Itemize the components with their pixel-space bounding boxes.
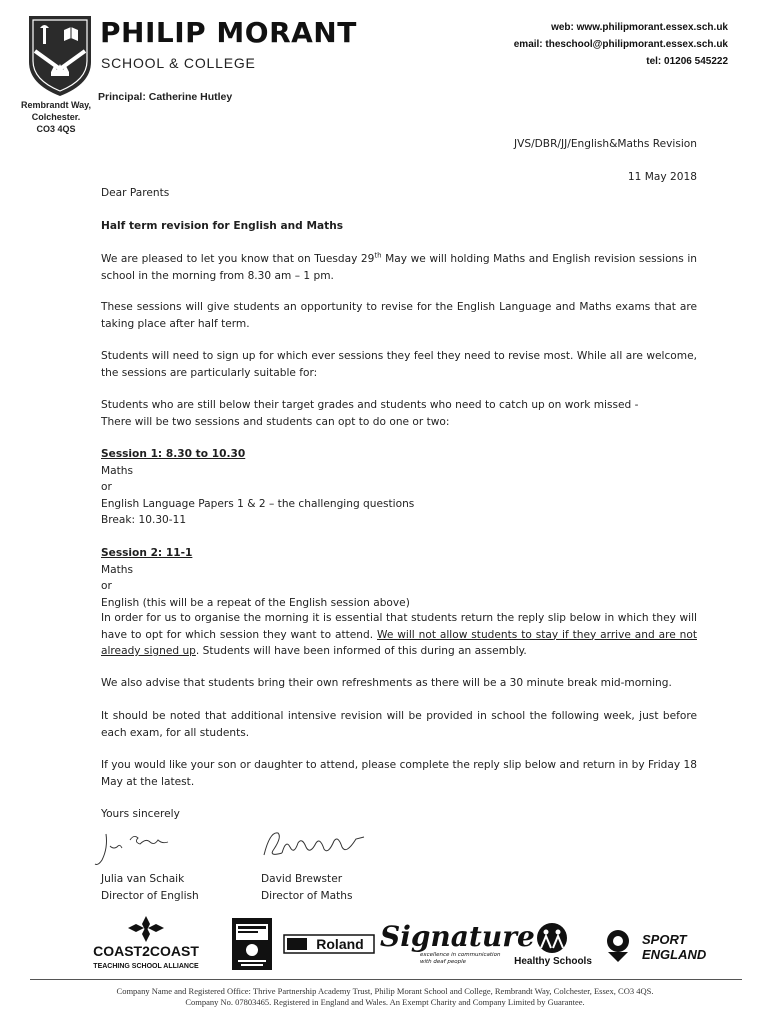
phone-number: tel: 01206 545222: [646, 56, 728, 67]
paragraph-suitable: [101, 397, 697, 430]
website-link[interactable]: web: www.philipmorant.essex.sch.uk: [551, 22, 728, 33]
signatory-maths: [261, 871, 353, 904]
school-crest-logo: [25, 14, 95, 98]
school-address: [18, 99, 94, 135]
session-1-block: [101, 446, 697, 529]
signatory-title: Director of English: [101, 889, 199, 902]
signatory-title: Director of Maths: [261, 889, 353, 902]
roland-text: Roland: [316, 936, 364, 952]
session-line: English (this will be a repeat of the English session above): [101, 596, 410, 609]
england-text: ENGLAND: [642, 947, 707, 962]
session-2-block: [101, 545, 697, 611]
signature-logo-subtext: with deaf people: [420, 959, 466, 965]
footer-line: Company No. 07803465. Registered in England and Wales. An Exempt Charity and Company Limited by Guarantee.: [185, 996, 585, 1007]
healthy-schools-text: Healthy Schools: [514, 956, 592, 967]
paragraph-purpose: These sessions will give students an opportunity to revise for the English Language and Maths exams that are taking place after half term.: [101, 301, 697, 330]
sport-text: SPORT: [642, 932, 687, 947]
signature-charity-logo: [378, 916, 535, 966]
paragraph-signup: Students will need to sign up for which ever sessions they feel they need to revise most. While all are welcome, the sessions are particularly suitable for:: [101, 350, 697, 379]
footer-divider: [30, 979, 742, 980]
session-line: English Language Papers 1 & 2 – the challenging questions: [101, 497, 415, 510]
session-line: Maths: [101, 563, 134, 576]
paragraph-intro: [101, 251, 697, 284]
session-line: Maths: [101, 464, 134, 477]
signatory-name: Julia van Schaik: [101, 873, 185, 885]
coast2coast-subtext: TEACHING SCHOOL ALLIANCE: [93, 963, 199, 970]
signatory-english: [101, 871, 199, 904]
paragraph-intensive: It should be noted that additional intensive revision will be provided in school the following week, just before each exam, for all students.: [101, 710, 697, 739]
paragraph-refreshments: We also advise that students bring their own refreshments as there will be a 30 minute break mid-morning.: [101, 677, 672, 689]
coast2coast-text: COAST2COAST: [93, 943, 199, 959]
signatory-name: David Brewster: [261, 873, 343, 885]
coast2coast-logo: [84, 914, 214, 970]
signature-david-brewster: [260, 825, 370, 870]
paragraph-line: There will be two sessions and students can opt to do one or two:: [101, 415, 450, 428]
letter-heading: Half term revision for English and Maths: [101, 220, 344, 232]
warning-text: We will not allow students to stay if they arrive and are not already signed up: [101, 628, 697, 657]
school-subtitle: SCHOOL & COLLEGE: [101, 55, 256, 71]
paragraph-text: We are pleased to let you know that on Tuesday 29: [101, 253, 375, 265]
school-name: PHILIP MORANT: [100, 16, 357, 49]
sport-england-logo: [602, 928, 714, 964]
signature-julia-van-schaik: [96, 828, 186, 873]
session-2-title: Session 2: 11-1: [101, 547, 193, 559]
paragraph-text: May we will holding Maths and English revision sessions in school in the morning from 8.30 am – 1 pm.: [101, 253, 697, 282]
salutation: Dear Parents: [101, 187, 170, 199]
signature-logo-text: Signature: [380, 920, 535, 953]
company-footer: [0, 986, 770, 1007]
paragraph-text: . Students will have been informed of this during an assembly.: [195, 645, 527, 657]
ordinal-suffix: th: [374, 251, 382, 260]
address-line: Rembrandt Way,: [20, 100, 91, 110]
letter-reference: JVS/DBR/JJ/English&Maths Revision: [513, 138, 697, 150]
signature-logo-subtext: excellence in communication: [420, 952, 501, 958]
email-link[interactable]: email: theschool@philipmorant.essex.sch.uk: [513, 39, 728, 50]
healthy-schools-logo: [510, 922, 596, 968]
letter-date: 11 May 2018: [627, 171, 697, 183]
session-line: Break: 10.30-11: [101, 514, 187, 526]
session-line: or: [101, 580, 112, 592]
roland-logo: [284, 932, 374, 958]
paragraph-deadline: If you would like your son or daughter to attend, please complete the reply slip below and return in by Friday 18 May at the latest.: [101, 759, 697, 788]
session-1-title: Session 1: 8.30 to 10.30: [101, 448, 246, 460]
session-line: or: [101, 481, 112, 493]
paragraph-text: In order for us to organise the morning it is essential that students return the reply slip below in which they will have to opt for which session they want to attend.: [101, 612, 697, 641]
essex-sport-badge-logo: [232, 918, 272, 970]
paragraph-line: Students who are still below their target grades and students who need to catch up on work missed -: [101, 399, 639, 411]
principal-name: Principal: Catherine Hutley: [98, 91, 233, 103]
closing: Yours sincerely: [101, 808, 180, 820]
contact-details: [514, 19, 728, 70]
address-line: CO3 4QS: [36, 124, 76, 134]
paragraph-reply-slip: [101, 610, 697, 660]
address-line: Colchester.: [31, 112, 81, 122]
footer-line: Company Name and Registered Office: Thrive Partnership Academy Trust, Philip Morant School and College, Rembrandt Way, Colchester, Essex, CO3 4QS.: [116, 986, 654, 996]
